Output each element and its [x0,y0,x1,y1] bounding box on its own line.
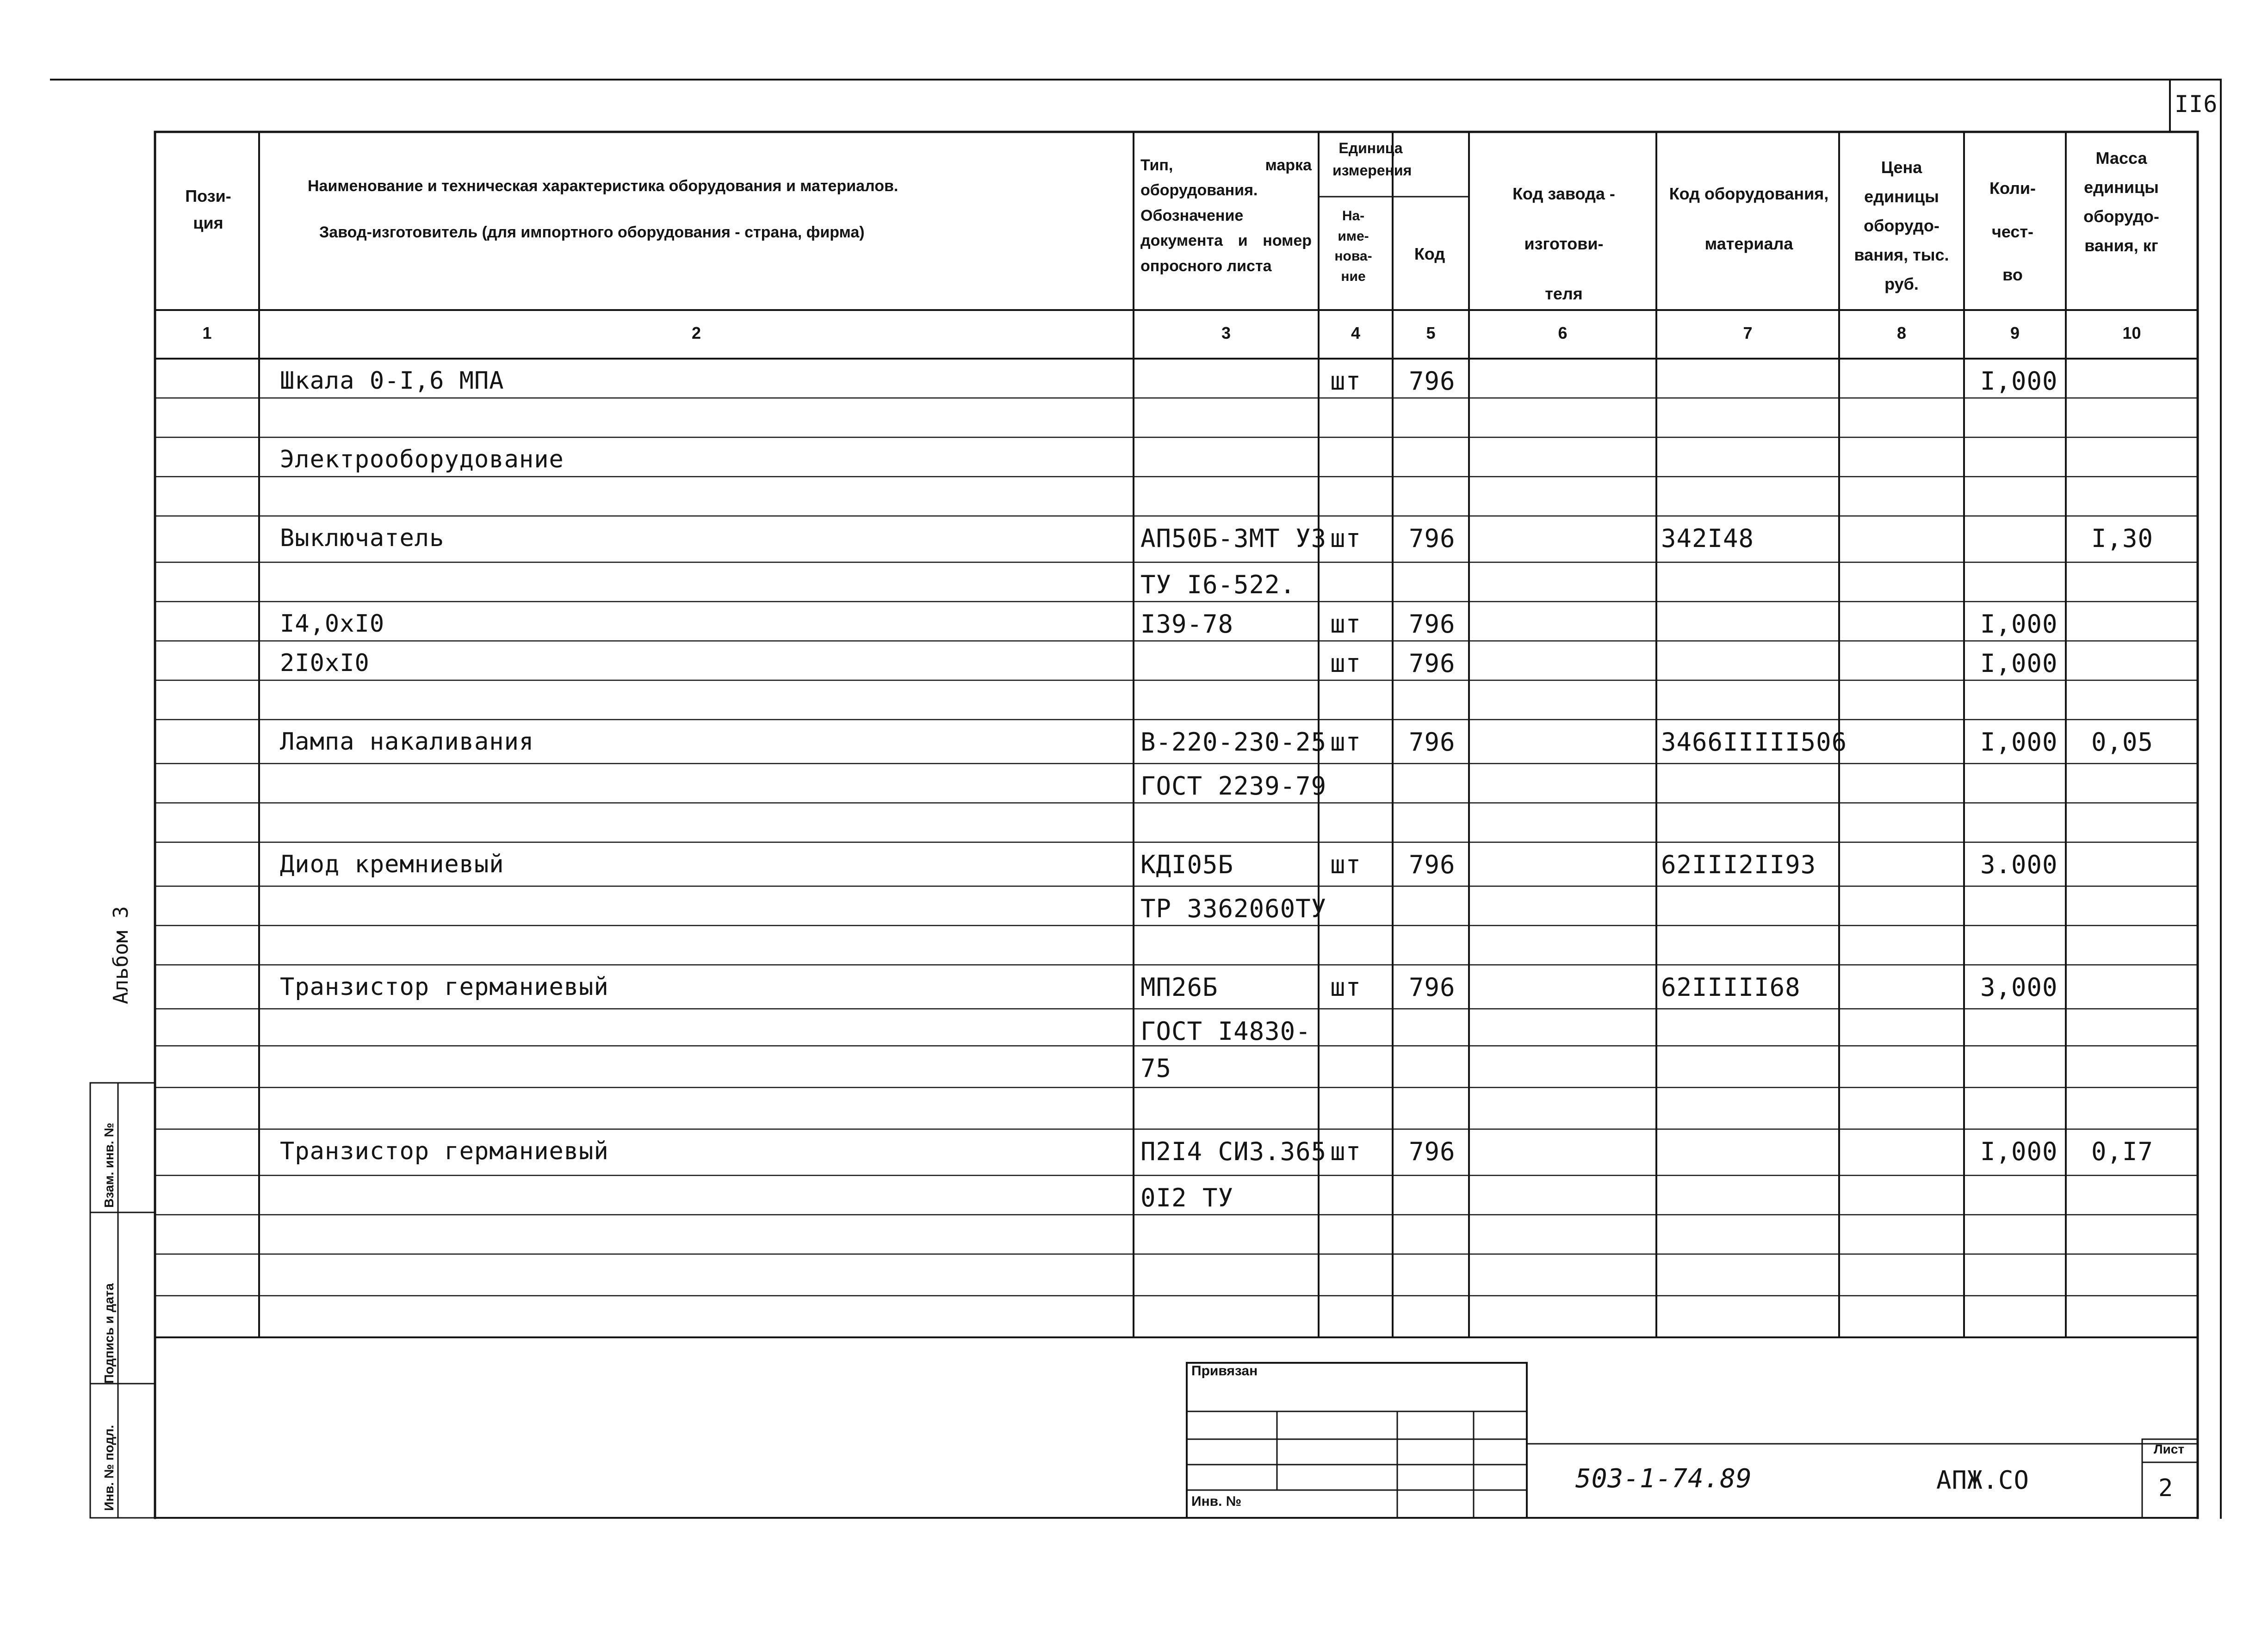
document-suffix: АПЖ.СО [1936,1466,2030,1495]
header-mass: Масса единицы оборудо- вания, кг [2083,149,2159,255]
cell-type: ТР 3362060ТУ [1140,894,1327,923]
header-price: Цена единицы оборудо- вания, тыс. руб. [1854,158,1949,293]
cell-unit: шт [1330,524,1362,553]
cell-unit: шт [1330,649,1362,678]
cell-type: МП26Б [1140,973,1218,1002]
column-number: 1 [202,323,212,342]
sheet-number: II6 [2175,91,2218,118]
cell-name: Выключатель [280,524,445,552]
cell-type: 0I2 ТУ [1140,1183,1234,1212]
cell-qty: 3,000 [1980,973,2058,1002]
cell-qty: I,000 [1980,1137,2058,1166]
column-number: 4 [1351,323,1361,342]
header-unit-code: Код [1414,244,1445,263]
cell-name: I4,0хI0 [280,610,385,638]
column-number: 6 [1558,323,1568,342]
cell-type: ТУ I6-522. [1140,570,1296,599]
cell-name: Шкала 0-I,6 МПА [280,367,504,395]
column-number: 10 [2122,323,2141,342]
side-field-signature: Подпись и дата [102,1283,116,1384]
cell-code: 796 [1409,850,1456,879]
header-factory-code: Код завода - изготови- теля [1512,184,1615,303]
header-equipment-code: Код оборудования, материала [1669,184,1829,253]
cell-qty: I,000 [1980,367,2058,396]
header-name-line2: Завод-изготовитель (для импортного оборудования - страна, фирма) [319,224,865,241]
cell-type: П2I4 СИ3.365 [1140,1137,1327,1166]
stamp-inv-no: Инв. № [1191,1494,1242,1509]
cell-unit: шт [1330,850,1362,879]
column-number: 9 [2010,323,2020,342]
cell-name: Лампа накаливания [280,728,534,756]
column-number: 2 [691,323,701,342]
cell-type: I39-78 [1140,609,1234,639]
cell-qty: I,000 [1980,727,2058,757]
stamp-privyazan: Привязан [1191,1363,1258,1379]
cell-unit: шт [1330,367,1362,396]
cell-type: В-220-230-25 [1140,727,1327,757]
album-label: Альбом 3 [109,906,133,1004]
header-quantity: Коли- чест- во [1989,179,2036,285]
cell-code: 796 [1409,649,1456,678]
cell-unit: шт [1330,973,1362,1002]
cell-code: 796 [1409,367,1456,396]
column-number: 8 [1896,323,1907,342]
cell-unit: шт [1330,609,1362,639]
cell-equip-code: 62III2II93 [1661,850,1816,879]
cell-type: ГОСТ 2239-79 [1140,771,1327,801]
header-name-line1: Наименование и техническая характеристика оборудования и материалов. [308,177,899,195]
cell-equip-code: 342I48 [1661,524,1754,553]
cell-type: КДI05Б [1140,850,1234,879]
cell-name: 2I0хI0 [280,649,370,677]
cell-code: 796 [1409,524,1456,553]
cell-type: АП50Б-3МТ У3 [1140,524,1327,553]
cell-name: Электрооборудование [280,446,564,473]
cell-type: 75 [1140,1054,1172,1083]
cell-mass: 0,05 [2091,727,2154,757]
cell-code: 796 [1409,727,1456,757]
sheet-value: 2 [2158,1474,2174,1502]
cell-name: Диод кремниевый [280,851,504,878]
cell-type: ГОСТ I4830- [1140,1017,1311,1046]
header-position: Пози- ция [185,186,231,232]
document-code: 503-1-74.89 [1575,1464,1752,1494]
header-unit-group: Единица измерения [1332,140,1412,179]
column-number: 5 [1426,323,1436,342]
cell-unit: шт [1330,1137,1362,1166]
side-field-orig-inv: Инв. № подл. [102,1425,116,1511]
header-unit-name: На- име- нова- ние [1334,208,1372,284]
cell-code: 796 [1409,1137,1456,1166]
cell-qty: 3.000 [1980,850,2058,879]
cell-name: Транзистор германиевый [280,973,609,1001]
cell-mass: 0,I7 [2091,1137,2154,1166]
column-number: 7 [1743,323,1753,342]
cell-name: Транзистор германиевый [280,1137,609,1165]
cell-equip-code: 3466IIIII506 [1661,727,1847,757]
cell-code: 796 [1409,973,1456,1002]
cell-code: 796 [1409,609,1456,639]
cell-unit: шт [1330,727,1362,757]
sheet-label: Лист [2154,1442,2185,1456]
column-number: 3 [1221,323,1231,342]
cell-qty: I,000 [1980,649,2058,678]
cell-equip-code: 62IIIII68 [1661,973,1801,1002]
cell-qty: I,000 [1980,609,2058,639]
cell-mass: I,30 [2091,524,2154,553]
header-type: Тип, марка оборудования. Обозначение документа и номер опросного листа [1140,156,1312,275]
side-field-replace-inv: Взам. инв. № [102,1123,116,1208]
